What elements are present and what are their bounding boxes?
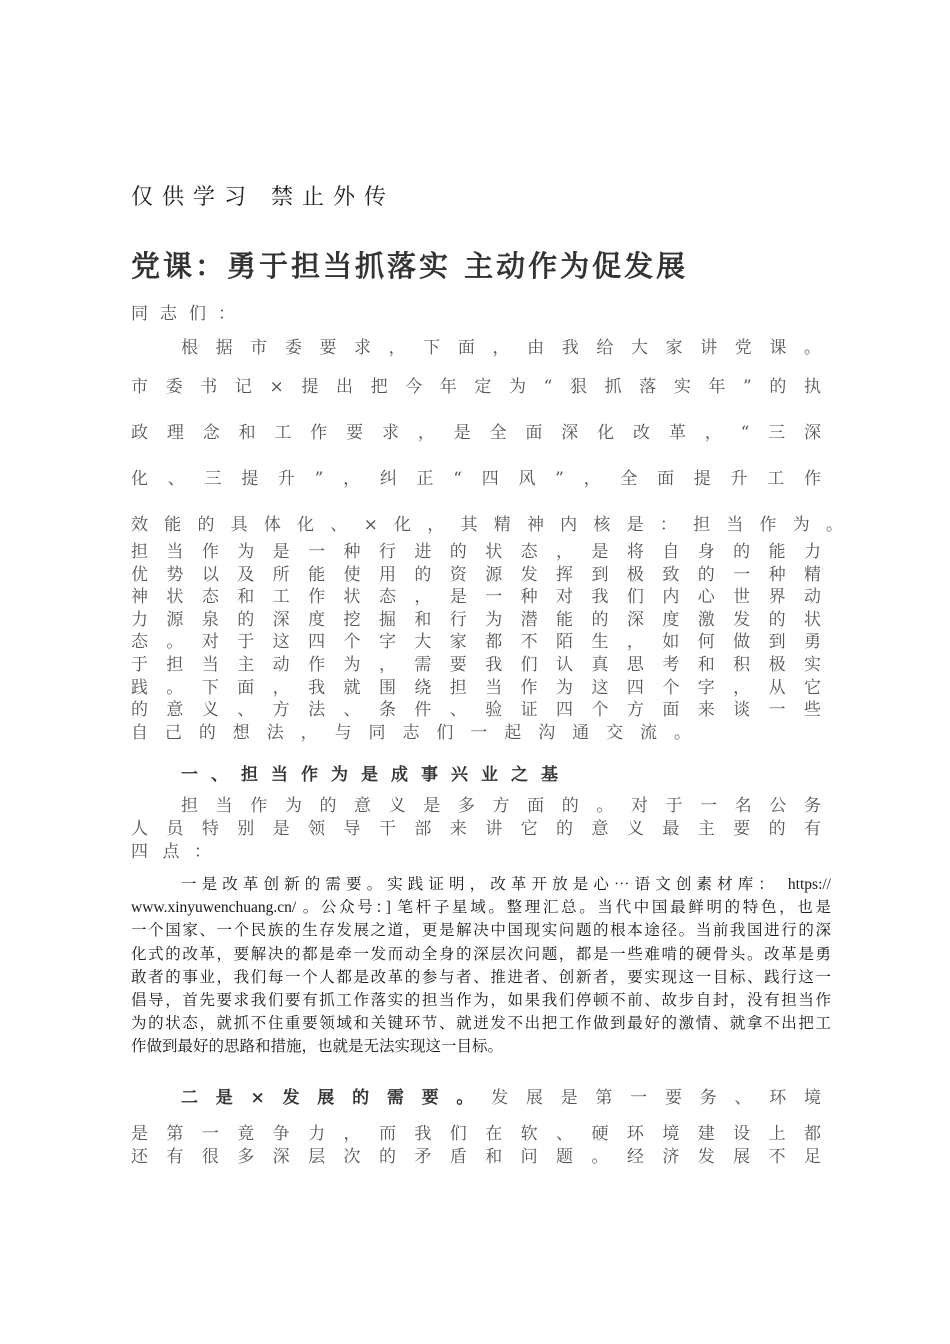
text-line: 担当作为是一种行进的状态，是将自身的能力 [131,542,821,562]
text-line: 效能的具体化、×化，其精神内核是：担当作为。 [131,515,843,535]
watermark-text: 仅供学习 禁止外传 [131,185,395,210]
text-line: 于担当主动作为，需要我们认真思考和积极实 [131,654,821,675]
paragraph-development [131,1083,821,1169]
salutation: 同志们： [131,304,247,324]
text-line: 力源泉的深度挖掘和行为潜能的深度激发的状 [131,609,821,630]
section-heading: 一、担当作为是成事兴业之基 [181,765,571,785]
paragraph-reform [131,873,831,1059]
text-line: 化式的改革，要解决的都是牵一发而动全身的深层次问题，都是一些难啃的硬骨头。改革是勇 [131,945,831,963]
text-line: 倡导，首先要求我们要有抓工作落实的担当作为，如果我们停顿不前、故步自封，没有担当作 [131,991,831,1009]
text-line: www.xinyuwenchuang.cn/ 。公众号：] 笔杆子星域。整理汇总。当代中国最鲜明的特色，也是 [131,899,831,917]
paragraph-definition [131,541,821,744]
text-line: 市委书记×提出把今年定为“狠抓落实年”的执 [131,377,821,397]
text-line: 还有很多深层次的矛盾和问题。经济发展不足 [131,1147,821,1167]
text-line: 的意义、方法、条件、验证四个方面来谈一些 [131,700,821,721]
text-line: 自己的想法，与同志们一起沟通交流。 [131,722,691,743]
text-line: 为的状态，就抓不住重要领域和关键环节、就迸发不出把工作做到最好的激情、就拿不出把工 [131,1015,831,1033]
lead-text: 发展是第一要务、环境 [491,1088,821,1108]
text-line: 担当作为的意义是多方面的。对于一名公务 [181,796,821,816]
text-line: 一是改革创新的需要。实践证明，改革开放是心⋯语文创素材库： https:// [181,876,831,893]
text-line: 神状态和工作状态，是一种对我们内心世界动 [131,587,821,608]
text-line: 作做到最好的思路和措施，也就是无法实现这一目标。 [131,1038,504,1056]
page-title: 党课：勇于担当抓落实 主动作为促发展 [131,249,689,283]
text-line: 四点： [131,842,211,862]
lead-bold-text: 二是×发展的需要。 [181,1088,492,1108]
text-line: 践。下面，我就围绕担当作为这四个字，从它 [131,677,821,698]
text-line: 人员特别是领导干部来讲它的意义最主要的有 [131,819,821,839]
text-line: 优势以及所能使用的资源发挥到极致的一种精 [131,564,821,585]
text-line: 是第一竟争力，而我们在软、硬环境建设上都 [131,1124,821,1144]
text-line: 根据市委要求，下面，由我给大家讲党课。 [181,338,821,358]
paragraph-intro [131,332,843,548]
text-line [131,1083,821,1113]
text-line: 敢者的事业，我们每一个人都是改革的参与者、推进者、创新者，要实现这一目标、践行这一 [131,968,831,986]
paragraph-meaning [131,795,821,864]
text-line: 态。对于这四个字大家都不陌生，如何做到勇 [131,632,821,653]
text-line: 化、三提升”，纠正“四风”，全面提升工作 [131,469,821,489]
text-line: 一个国家、一个民族的生存发展之道，更是解决中国现实问题的根本途径。当前我国进行的深 [131,922,831,940]
text-line: 政理念和工作要求，是全面深化改革，“三深 [131,423,821,443]
